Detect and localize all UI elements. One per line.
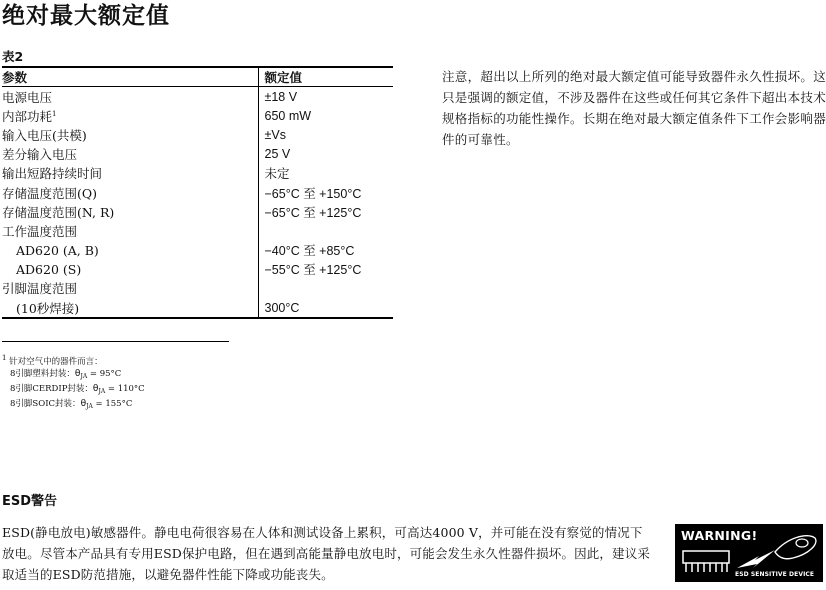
table-row [2, 241, 393, 260]
package-label: 8引脚SOIC封装： [10, 399, 81, 409]
footnote-marker: 1 [2, 354, 7, 363]
value-cell: 650 mW [258, 106, 393, 125]
badge-warning-text: WARNING! [681, 528, 758, 543]
thermal-value: = 95°C [87, 369, 122, 379]
table-row [2, 298, 393, 318]
theta-symbol: θ [74, 369, 81, 379]
footnote-heading: 针对空气中的器件而言： [9, 357, 103, 367]
footnote-line [2, 368, 145, 383]
page-title: 绝对最大额定值 [2, 3, 170, 29]
param-cell [2, 106, 258, 125]
badge-caption: ESD SENSITIVE DEVICE [735, 571, 815, 578]
esd-warning-badge [675, 524, 823, 582]
value-cell: 300°C [258, 298, 393, 318]
package-label: 8引脚CERDIP封装： [10, 384, 93, 394]
footnote-line [2, 383, 145, 398]
value-cell: ±Vs [258, 125, 393, 144]
table-row [2, 260, 393, 279]
table-label: 表2 [2, 49, 24, 64]
value-cell: −55°C 至 +125°C [258, 260, 393, 279]
param-cell: 电源电压 [2, 89, 53, 105]
param-cell: 工作温度范围 [2, 223, 78, 239]
table-header-row [2, 67, 393, 87]
footnote [2, 356, 145, 413]
theta-subscript: JA [86, 403, 93, 410]
esd-body-text: ESD(静电放电)敏感器件。静电电荷很容易在人体和测试设备上累积，可高达4000 V，并可能在没有察觉的情况下放电。尽管本产品具有专用ESD保护电路，但在遇到高能量静电放电时，可能会发生永久性器件损坏。因此，建议采取适当的ESD防范措施，以避免器件性能下降或功能丧失。 [2, 525, 651, 582]
param-cell: 差分输入电压 [2, 147, 78, 163]
table-row [2, 125, 393, 144]
table-row [2, 183, 393, 202]
footnote-divider [2, 341, 229, 342]
param-cell: 存储温度范围(Q) [2, 185, 98, 201]
footnote-ref: 1 [52, 109, 57, 118]
param-cell: 引脚温度范围 [2, 281, 78, 297]
package-label: 8引脚塑料封装： [10, 369, 75, 379]
thermal-value: = 110°C [105, 384, 145, 394]
table-row [2, 221, 393, 240]
param-cell: 输出短路持续时间 [2, 166, 103, 182]
table-row [2, 145, 393, 164]
thermal-value: = 155°C [92, 399, 133, 409]
param-cell: 存储温度范围(N, R) [2, 204, 115, 220]
footnote-heading-line [2, 356, 145, 368]
header-param: 参数 [2, 67, 258, 87]
table-row [2, 87, 393, 107]
footnote-line [2, 398, 145, 413]
param-cell: AD620 (S) [16, 261, 82, 277]
esd-heading: ESD警告 [2, 494, 58, 509]
theta-symbol: θ [80, 399, 87, 409]
theta-subscript: JA [80, 373, 88, 380]
param-cell: (10秒焊接) [16, 300, 80, 316]
param-text: 内部功耗 [2, 108, 53, 124]
value-cell [258, 279, 393, 298]
theta-subscript: JA [98, 388, 106, 395]
value-cell [258, 221, 393, 240]
caution-note: 注意，超出以上所列的绝对最大额定值可能导致器件永久性损坏。这只是强调的额定值，不涉及器件在这些或任何其它条件下超出本技术规格指标的功能性操作。长期在绝对最大额定值条件下工作会影响器件的可靠性。 [442, 69, 826, 147]
value-cell: −65°C 至 +125°C [258, 202, 393, 221]
theta-symbol: θ [92, 384, 99, 394]
table-row [2, 202, 393, 221]
table-row [2, 106, 393, 125]
value-cell: 未定 [258, 164, 393, 183]
value-cell: ±18 V [258, 87, 393, 107]
value-cell: 25 V [258, 145, 393, 164]
table-row [2, 279, 393, 298]
value-cell: −65°C 至 +150°C [258, 183, 393, 202]
header-value: 额定值 [258, 67, 393, 87]
param-cell: AD620 (A, B) [16, 242, 99, 258]
ratings-table [2, 66, 393, 319]
table-row [2, 164, 393, 183]
value-cell: −40°C 至 +85°C [258, 241, 393, 260]
param-cell: 输入电压(共模) [2, 127, 87, 143]
